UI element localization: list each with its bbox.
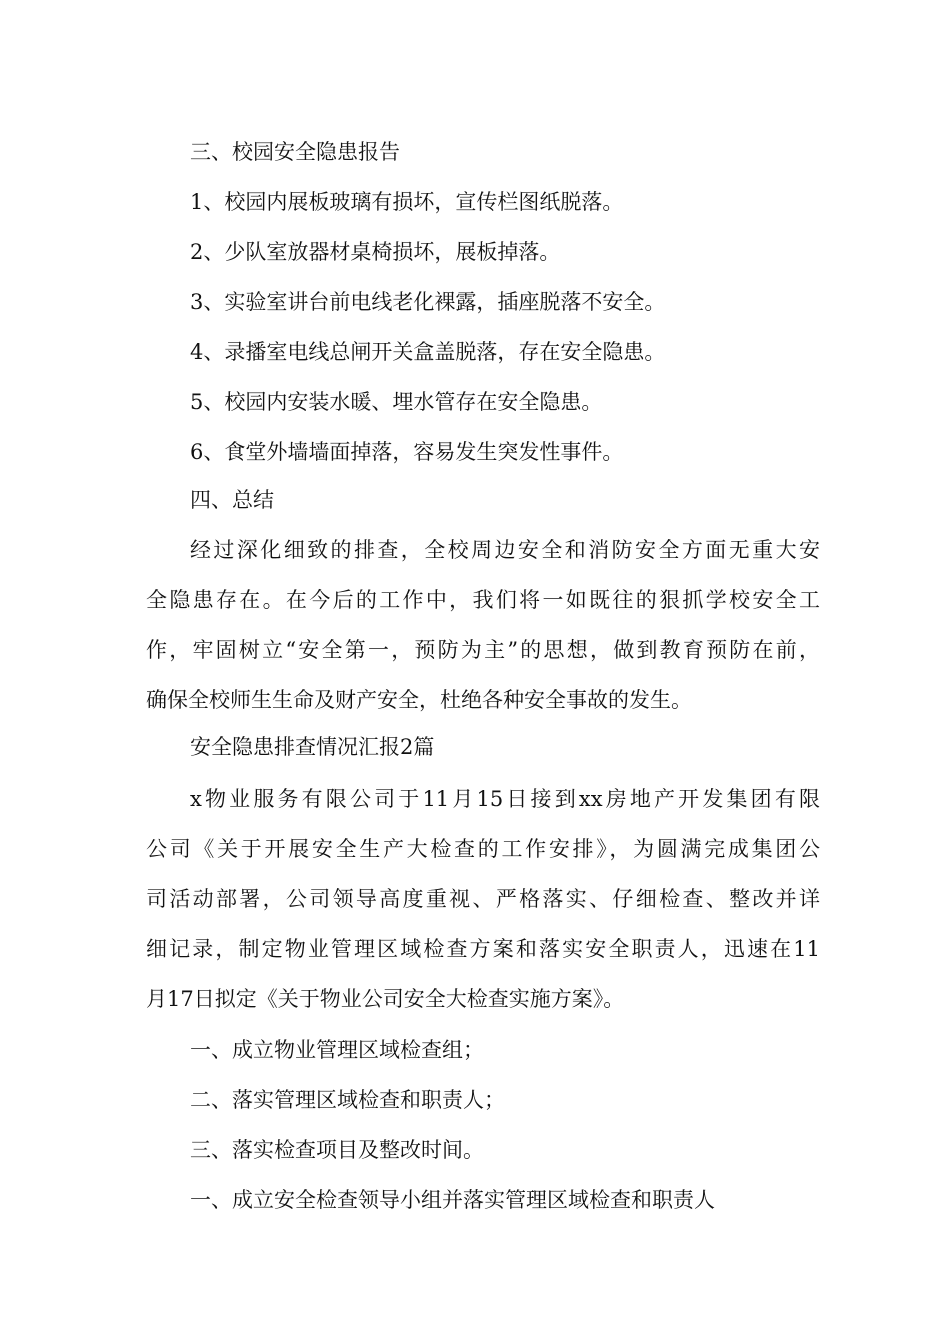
summary-line-4: 确保全校师生生命及财产安全，杜绝各种安全事故的发生。: [146, 688, 692, 712]
section-heading-3: 三、校园安全隐患报告: [190, 140, 400, 164]
hazard-item-5: 5、校园内安装水暖、埋水管存在安全隐患。: [190, 390, 603, 414]
hazard-item-1: 1、校园内展板玻璃有损坏，宣传栏图纸脱落。: [190, 190, 624, 214]
intro-line-2: 公司《关于开展安全生产大检查的工作安排》，为圆满完成集团公: [146, 837, 820, 861]
section-heading-4: 四、总结: [190, 488, 274, 512]
intro-line-5: 月17日拟定《关于物业公司安全大检查实施方案》。: [146, 987, 625, 1011]
intro-line-4: 细记录，制定物业管理区域检查方案和落实安全职责人，迅速在11: [146, 937, 820, 961]
subsection-heading-1: 一、成立安全检查领导小组并落实管理区域检查和职责人: [190, 1188, 715, 1212]
hazard-item-6: 6、食堂外墙墙面掉落，容易发生突发性事件。: [190, 440, 624, 464]
outline-item-2: 二、落实管理区域检查和职责人；: [190, 1088, 505, 1112]
hazard-item-4: 4、录播室电线总闸开关盒盖脱落，存在安全隐患。: [190, 340, 666, 364]
intro-line-1: x物业服务有限公司于11月15日接到xx房地产开发集团有限: [190, 787, 820, 811]
outline-item-1: 一、成立物业管理区域检查组；: [190, 1038, 484, 1062]
outline-item-3: 三、落实检查项目及整改时间。: [190, 1138, 484, 1162]
summary-line-1: 经过深化细致的排查，全校周边安全和消防安全方面无重大安: [190, 538, 820, 562]
summary-line-2: 全隐患存在。在今后的工作中，我们将一如既往的狠抓学校安全工: [146, 588, 820, 612]
summary-line-3: 作，牢固树立“安全第一，预防为主”的思想，做到教育预防在前，: [146, 638, 820, 662]
hazard-item-3: 3、实验室讲台前电线老化裸露，插座脱落不安全。: [190, 290, 666, 314]
intro-line-3: 司活动部署，公司领导高度重视、严格落实、仔细检查、整改并详: [146, 887, 820, 911]
hazard-item-2: 2、少队室放器材桌椅损坏，展板掉落。: [190, 240, 561, 264]
article-title: 安全隐患排查情况汇报2篇: [190, 735, 435, 759]
